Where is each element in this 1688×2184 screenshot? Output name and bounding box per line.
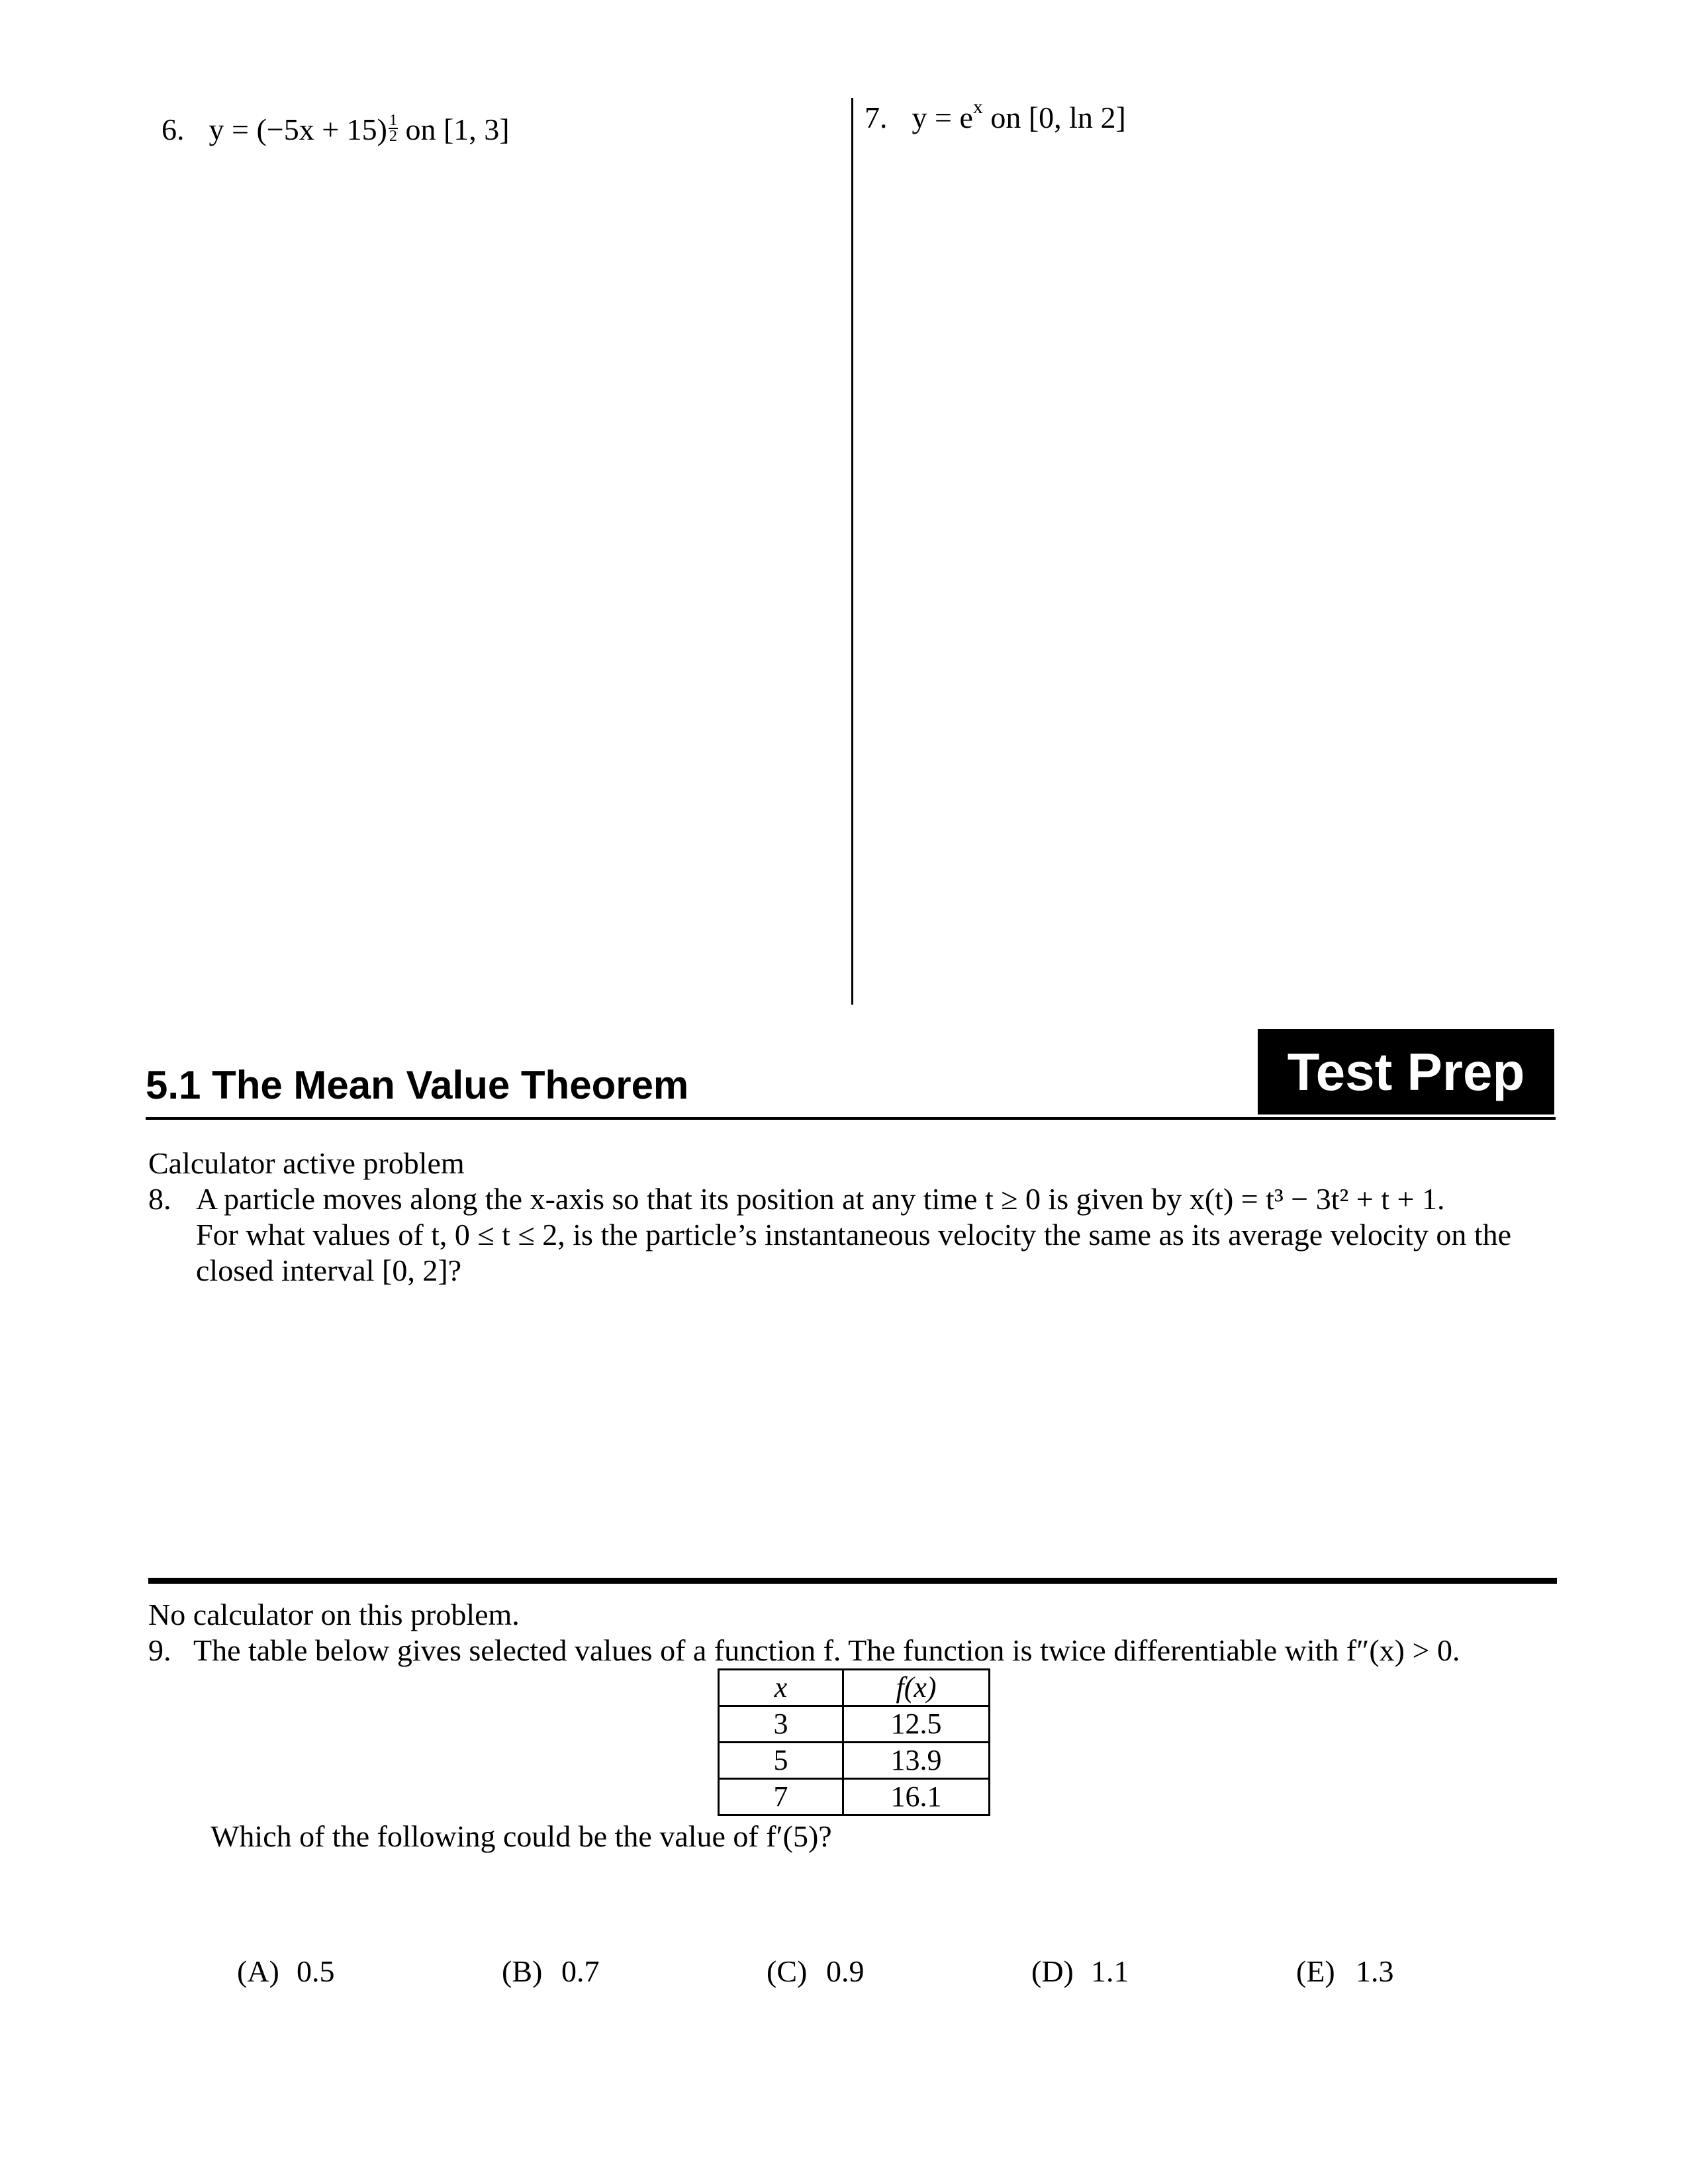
problem-8-number: 8. (148, 1182, 171, 1216)
choice-d (1031, 1954, 1129, 1989)
table-row (719, 1706, 990, 1743)
problem-separator-rule (148, 1578, 1557, 1584)
problem-9-intro: No calculator on this problem. (148, 1598, 520, 1631)
choice-b-label: (B) (502, 1954, 543, 1988)
choice-e-label: (E) (1296, 1954, 1335, 1988)
choice-d-value: 1.1 (1091, 1954, 1129, 1988)
choice-b-value: 0.7 (561, 1954, 600, 1988)
problem-6-expression: y = (−5x + 15) (209, 113, 387, 146)
problem-7-number: 7. (865, 101, 888, 134)
choice-c-value: 0.9 (826, 1954, 865, 1988)
section-title: 5.1 The Mean Value Theorem (146, 1063, 689, 1107)
problem-6-interval: on [1, 3] (397, 113, 510, 146)
table-row (719, 1779, 990, 1815)
choice-a-label: (A) (237, 1954, 279, 1988)
problem-7-exponent: x (972, 96, 983, 118)
table-header-x: x (719, 1670, 843, 1706)
choice-e (1296, 1954, 1394, 1989)
problem-9-question: Which of the following could be the value of f′(5)? (211, 1819, 832, 1853)
table-cell-fx: 12.5 (843, 1706, 990, 1743)
problem-8-line-2: For what values of t, 0 ≤ t ≤ 2, is the particle’s instantaneous velocity the same as its average velocity on the (196, 1218, 1512, 1251)
choice-c-label: (C) (767, 1954, 808, 1988)
section-title-rule (146, 1117, 1556, 1120)
test-prep-badge: Test Prep (1258, 1029, 1554, 1115)
problem-8-intro: Calculator active problem (148, 1146, 465, 1180)
table-header-row (719, 1670, 990, 1706)
choice-a (237, 1954, 335, 1989)
function-values-table (718, 1668, 990, 1816)
choice-c (767, 1954, 865, 1989)
table-row (719, 1743, 990, 1779)
table-cell-fx: 13.9 (843, 1743, 990, 1779)
choice-d-label: (D) (1031, 1954, 1074, 1988)
table-cell-x: 3 (719, 1706, 843, 1743)
choice-e-value: 1.3 (1356, 1954, 1394, 1988)
problem-9-line-1: The table below gives selected values of a function f. The function is twice differentiable with f″(x) > 0. (193, 1633, 1460, 1667)
problem-6-exponent (389, 113, 398, 144)
exponent-denominator: 2 (389, 128, 397, 145)
choice-a-value: 0.5 (297, 1954, 335, 1988)
exponent-numerator: 1 (389, 112, 397, 129)
table-cell-fx: 16.1 (843, 1779, 990, 1815)
problem-7 (865, 96, 1126, 136)
table-cell-x: 5 (719, 1743, 843, 1779)
problem-6 (162, 111, 510, 148)
problem-8-line-1: A particle moves along the x-axis so that its position at any time t ≥ 0 is given by x(t) = t³ − 3t² + t + 1. (196, 1182, 1445, 1216)
choice-b (502, 1954, 600, 1989)
problem-8-line-3: closed interval [0, 2]? (196, 1253, 462, 1287)
problem-6-number: 6. (162, 113, 185, 146)
problem-9-number: 9. (148, 1633, 171, 1667)
column-divider (851, 98, 853, 1005)
problem-7-interval: on [0, ln 2] (982, 101, 1126, 134)
table-header-fx: f(x) (843, 1670, 990, 1706)
problem-7-expression: y = e (912, 101, 973, 134)
table-cell-x: 7 (719, 1779, 843, 1815)
